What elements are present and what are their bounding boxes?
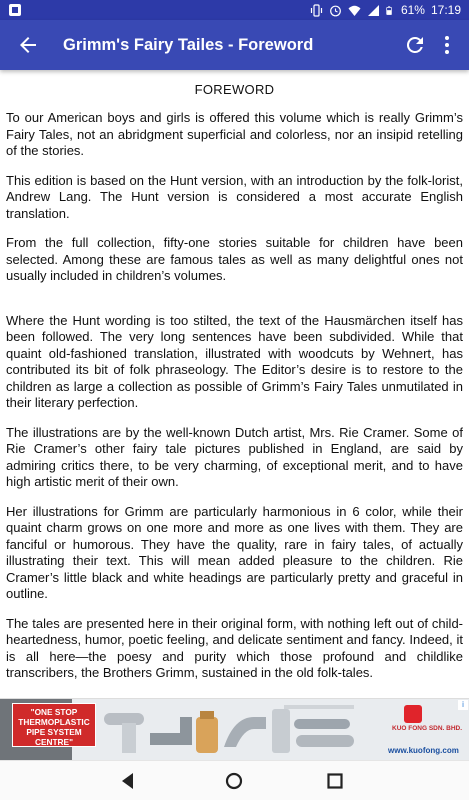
paragraph: The tales are presented here in their original form, with nothing left out of child-heartedness, humor, poetic feeling, and delicate sentiment and fancy. Indeed, it is all here—the poesy and purity which those profound and childlike transcribers, the Brothers Grimm, sustained in the old folk-tales.: [6, 615, 463, 680]
clock: 17:19: [430, 3, 461, 17]
system-nav-bar: [0, 760, 469, 800]
recents-square-icon[interactable]: [323, 769, 347, 793]
brand-logo: [404, 705, 422, 723]
paragraph: To our American boys and girls is offered this volume which is really Grimm’s Fairy Tales, not an abridgment superficial and colorless, nor an insipid retelling of the stories.: [6, 110, 463, 158]
back-arrow-icon[interactable]: [16, 33, 40, 57]
adchoices-icon[interactable]: i: [458, 700, 468, 710]
alarm-icon: [329, 4, 342, 17]
paragraph: From the full collection, fifty-one stories suitable for children have been selected. Among these are famous tales as well as many delightful ones not usually included in children’s volumes.: [6, 235, 463, 283]
ad-banner[interactable]: [0, 698, 469, 760]
home-circle-icon[interactable]: [222, 769, 246, 793]
paragraph: Her illustrations for Grimm are particularly harmonious in 6 color, while their quaint charm grows on one more and more as one lives with them. They are fanciful or humorous. They have the quality, rare in fairy tales, of actually illustrating their text. This will mean added pleasure to the children. Rie Cramer’s little black and white headings are particularly pretty and graceful in outline.: [6, 503, 463, 601]
status-icons: [310, 0, 461, 20]
paragraph: The illustrations are by the well-known Dutch artist, Mrs. Rie Cramer. Some of Rie Cramer’s other fairy tale pictures published in England, are said by admiring critics there, to be very charming, of exceptional merit, and to have high artistic merit of their own.: [6, 424, 463, 489]
battery-percent: 61%: [400, 3, 425, 17]
page-title: Grimm's Fairy Tailes - Foreword: [63, 36, 314, 54]
pipe-fittings-image: [100, 703, 360, 759]
more-vert-icon[interactable]: [435, 33, 459, 57]
signal-icon: [367, 4, 380, 17]
app-bar: [0, 20, 469, 70]
article-content[interactable]: [0, 70, 469, 698]
wifi-icon: [348, 4, 361, 17]
refresh-icon[interactable]: [403, 33, 427, 57]
status-bar: [0, 0, 469, 20]
ad-slogan: "ONE STOP THERMOPLASTIC PIPE SYSTEM CENTRE": [12, 703, 96, 747]
brand-name: KUO FONG SDN. BHD.: [392, 725, 463, 732]
article-heading: FOREWORD: [194, 82, 275, 97]
paragraph: This edition is based on the Hunt version, with an introduction by the folk-lorist, Andrew Lang. The Hunt version is considered a most accurate English translation.: [6, 172, 463, 221]
app-notification-icon: [8, 3, 22, 17]
vibrate-icon: [310, 4, 323, 17]
paragraph: Where the Hunt wording is too stilted, the text of the Hausmärchen itself has been followed. The very long sentences have been subdivided. While that quaint old-fashioned translation, illustrated with woodcuts by Wehnert, has contributed its bit of folk phraseology. The Editor’s desire is to restore to the children as large a collection as possible of Grimm’s Fairy Tales unmutilated in their literary perfection.: [6, 312, 463, 410]
battery-icon: [386, 4, 395, 17]
brand-url[interactable]: www.kuofong.com: [388, 746, 459, 755]
back-triangle-icon[interactable]: [116, 769, 140, 793]
